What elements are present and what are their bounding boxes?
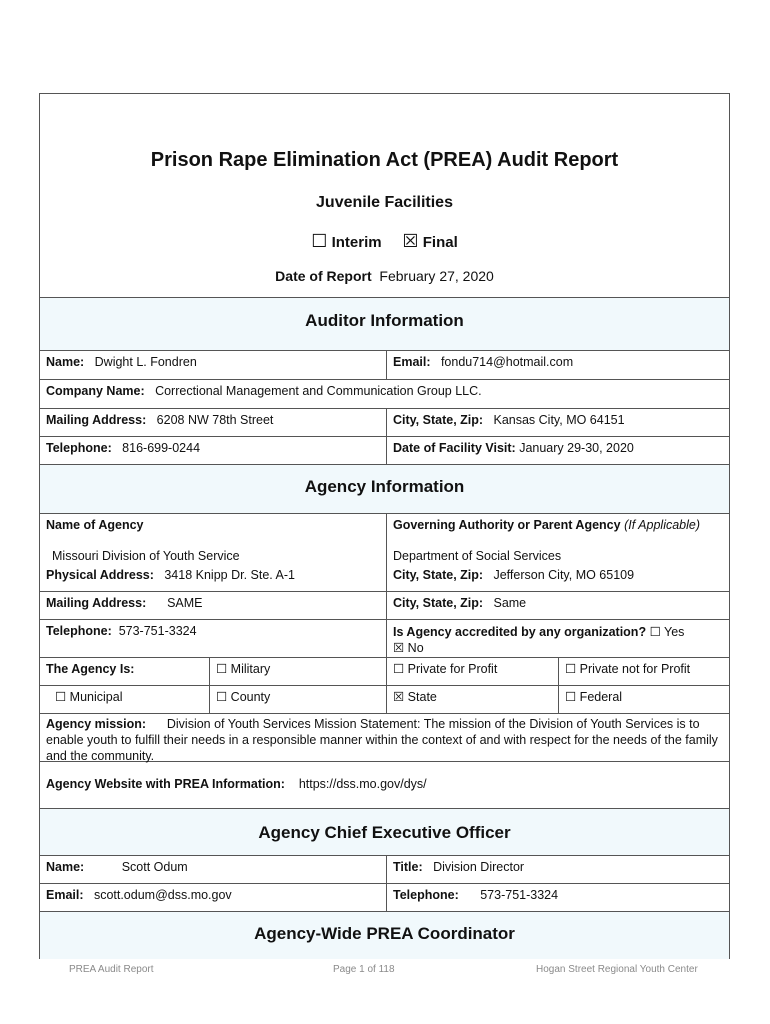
agency-mission-label: Agency mission: [46,717,147,731]
agency-accredited-cell [386,620,729,657]
auditor-company-row [40,380,729,409]
agency-gov-value: Department of Social Services [393,549,562,563]
auditor-mailing-row [40,409,729,437]
ceo-name-cell [40,856,386,883]
auditor-name-row [40,351,729,380]
report-frame [39,93,730,959]
auditor-email-cell [386,351,729,379]
auditor-visit-label: Date of Facility Visit: [393,441,516,455]
auditor-visit-cell [386,437,729,466]
county-option[interactable]: ☐ County [209,686,386,713]
auditor-company-value: Correctional Management and Communication Group LLC. [155,384,482,398]
agency-physical-csz-label: City, State, Zip: [393,568,484,582]
date-label: Date of Report [275,268,372,284]
report-subtitle: Juvenile Facilities [316,194,453,211]
report-title: Prison Rape Elimination Act (PREA) Audit Report [150,149,619,171]
ceo-title-cell [386,856,729,883]
agency-heading: Agency Information [40,464,729,514]
agency-mailing-csz-value: Same [493,596,527,610]
agency-mailing-value: SAME [167,596,203,610]
ceo-email-row [40,884,729,912]
auditor-phone-row [40,437,729,466]
auditor-phone-cell [40,437,386,466]
auditor-csz-value: Kansas City, MO 64151 [493,413,625,427]
report-type-options [40,231,729,252]
agency-type-row-1 [40,658,729,686]
auditor-email-label: Email: [393,355,431,369]
auditor-phone-value: 816-699-0244 [122,441,201,455]
agency-mailing-label: Mailing Address: [46,596,147,610]
accredited-no-option[interactable]: ☒ No [393,641,424,655]
agency-website-row [40,762,729,809]
footer-left: PREA Audit Report [69,964,154,975]
interim-checkbox[interactable]: ☐ [311,231,328,251]
ceo-email-label: Email: [46,888,84,902]
auditor-name-cell [40,351,386,379]
agency-is-label: The Agency Is: [46,662,135,676]
agency-mission-cell [40,714,729,761]
auditor-heading: Auditor Information [40,297,729,351]
final-checkbox[interactable]: ☒ [402,231,419,251]
auditor-mailing-value: 6208 NW 78th Street [156,413,274,427]
agency-phone-cell [40,620,386,657]
accredited-yes-option[interactable]: ☐ Yes [649,625,685,639]
ceo-title-label: Title: [393,860,423,874]
agency-phone-label: Telephone: [46,624,112,638]
agency-mailing-row [40,592,729,620]
agency-mission-value: Division of Youth Services Mission Statement: The mission of the Division of Youth Services is to enable youth to fulfill their needs in a responsible manner within the context of and with respect for the needs of the family and the community. [46,717,718,763]
agency-mission-row [40,714,729,762]
agency-gov-note: (If Applicable) [624,518,701,532]
military-option[interactable]: ☐ Military [209,658,386,685]
agency-phone-row [40,620,729,658]
agency-website-cell [40,762,729,809]
title-area [40,94,729,298]
footer-page-number: Page 1 of 118 [333,964,395,975]
agency-physical-csz-cell [386,564,729,591]
ceo-heading: Agency Chief Executive Officer [40,808,729,856]
ceo-phone-cell [386,884,729,912]
state-option[interactable]: ☒ State [386,686,558,713]
ceo-title-value: Division Director [433,860,525,874]
auditor-csz-label: City, State, Zip: [393,413,484,427]
ceo-phone-label: Telephone: [393,888,459,902]
municipal-option[interactable]: ☐ Municipal [55,690,123,704]
auditor-email-value: fondu714@hotmail.com [440,355,574,369]
coordinator-heading: Agency-Wide PREA Coordinator [40,911,729,959]
ceo-email-value: scott.odum@dss.mo.gov [93,888,232,902]
federal-option[interactable]: ☐ Federal [558,686,729,713]
interim-label: Interim [331,234,382,251]
agency-mailing-csz-label: City, State, Zip: [393,596,484,610]
agency-type-row-2 [40,686,729,714]
agency-phone-value: 573-751-3324 [118,624,197,638]
auditor-company-cell [40,380,729,408]
date-of-report [40,268,729,284]
ceo-email-cell [40,884,386,912]
agency-gov-label: Governing Authority or Parent Agency [393,518,621,532]
agency-name-label: Name of Agency [46,518,144,532]
agency-physical-csz-value: Jefferson City, MO 65109 [493,568,635,582]
agency-mailing-cell [40,592,386,619]
ceo-name-label: Name: [46,860,85,874]
agency-mailing-csz-cell [386,592,729,619]
agency-website-link[interactable]: https://dss.mo.gov/dys/ [298,777,427,791]
agency-physical-cell [40,564,386,591]
ceo-phone-value: 573-751-3324 [480,888,559,902]
auditor-mailing-cell [40,409,386,436]
agency-website-label: Agency Website with PREA Information: [46,777,285,791]
agency-physical-row [40,564,729,592]
footer-right: Hogan Street Regional Youth Center [536,964,698,975]
auditor-name-value: Dwight L. Fondren [94,355,197,369]
date-value: February 27, 2020 [379,268,494,284]
agency-accredited-label: Is Agency accredited by any organization? [393,625,647,639]
agency-name-value: Missouri Division of Youth Service [52,549,240,563]
final-label: Final [422,234,458,251]
private-profit-option[interactable]: ☐ Private for Profit [386,658,558,685]
ceo-name-row [40,856,729,884]
auditor-name-label: Name: [46,355,85,369]
agency-physical-label: Physical Address: [46,568,154,582]
auditor-company-label: Company Name: [46,384,145,398]
ceo-name-value: Scott Odum [121,860,188,874]
auditor-csz-cell [386,409,729,436]
auditor-visit-value: January 29-30, 2020 [519,441,634,455]
auditor-phone-label: Telephone: [46,441,112,455]
private-nonprofit-option[interactable]: ☐ Private not for Profit [558,658,729,685]
auditor-mailing-label: Mailing Address: [46,413,147,427]
agency-physical-value: 3418 Knipp Dr. Ste. A-1 [164,568,295,582]
